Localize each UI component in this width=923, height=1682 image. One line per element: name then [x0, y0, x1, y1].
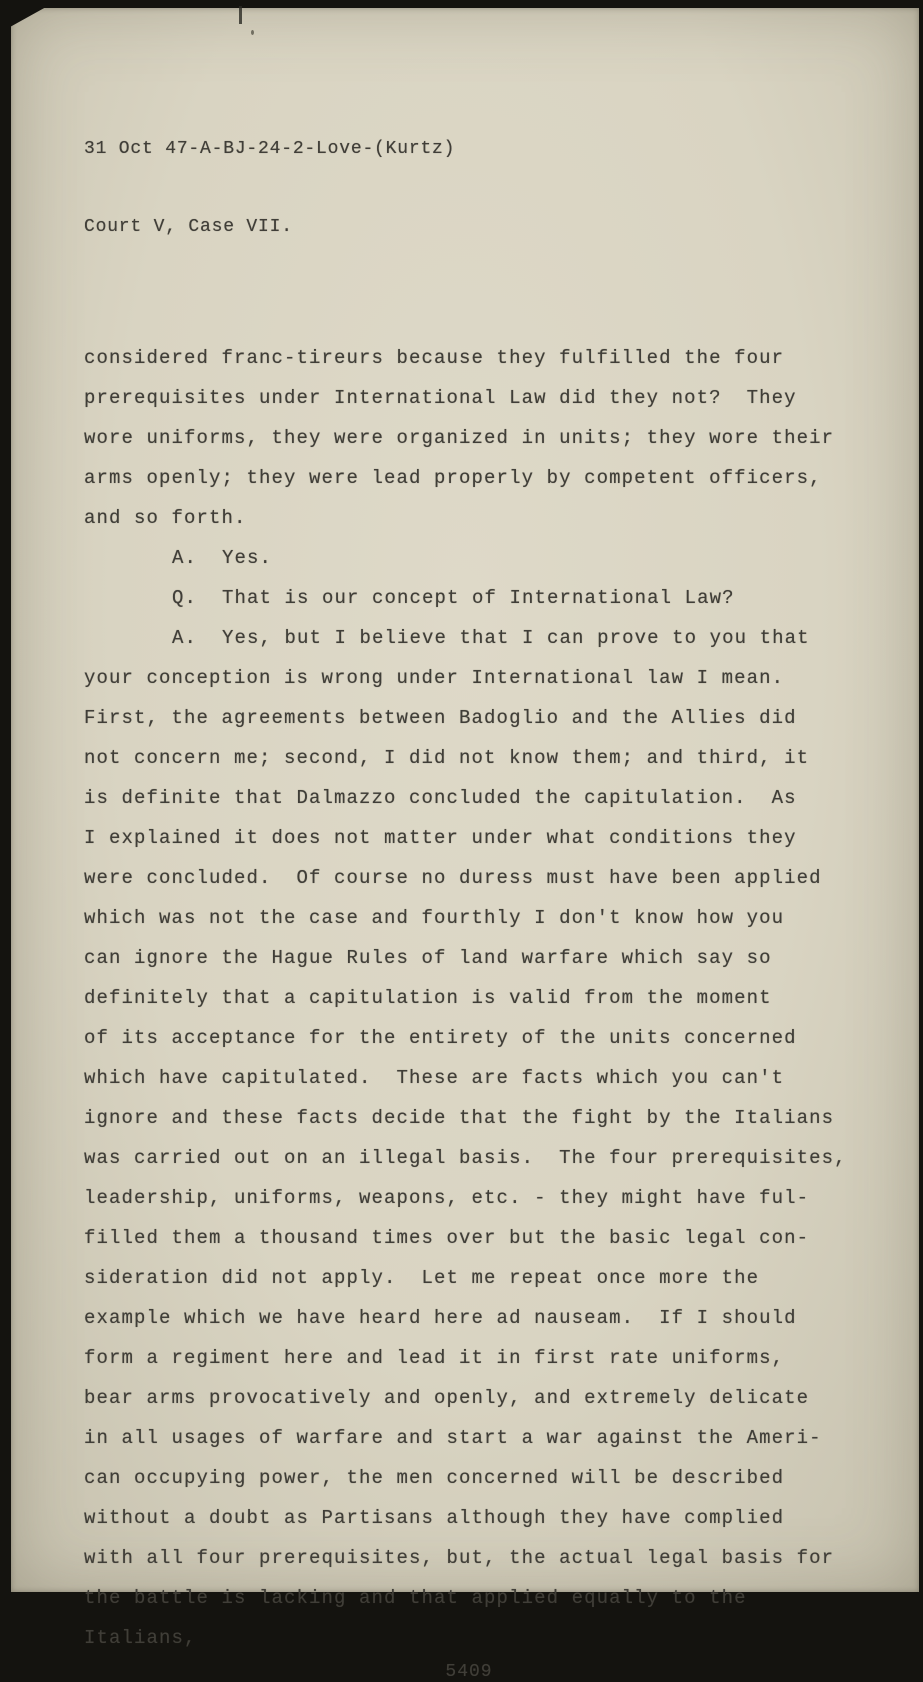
transcript-line: in all usages of warfare and start a war against the Ameri- [84, 1427, 822, 1449]
scan-artifact-speck [251, 30, 254, 35]
transcript-line: Q. That is our concept of International Law? [172, 587, 735, 609]
transcript-line: definitely that a capitulation is valid from the moment [84, 987, 772, 1009]
transcript-line: Italians, [84, 1627, 197, 1649]
transcript-line: prerequisites under International Law did they not? They [84, 387, 797, 409]
transcript-lines [84, 338, 861, 1658]
transcript-line: not concern me; second, I did not know them; and third, it [84, 747, 810, 769]
transcript-line: and so forth. [84, 507, 247, 529]
transcript-line: sideration did not apply. Let me repeat once more the [84, 1267, 760, 1289]
transcript-line: can occupying power, the men concerned will be described [84, 1467, 785, 1489]
transcript-line: example which we have heard here ad nauseam. If I should [84, 1307, 797, 1329]
transcript-line: wore uniforms, they were organized in units; they wore their [84, 427, 835, 449]
transcript-line: A. Yes. [172, 547, 273, 569]
transcript-line: can ignore the Hague Rules of land warfare which say so [84, 947, 772, 969]
document-page [11, 8, 919, 1682]
transcript-line: considered franc-tireurs because they fulfilled the four [84, 347, 785, 369]
transcript-line: ignore and these facts decide that the fight by the Italians [84, 1107, 835, 1129]
header-reference-line: 31 Oct 47-A-BJ-24-2-Love-(Kurtz) [84, 139, 456, 159]
transcript-line: is definite that Dalmazzo concluded the capitulation. As [84, 787, 797, 809]
transcript-line: I explained it does not matter under what conditions they [84, 827, 797, 849]
transcript-line: First, the agreements between Badoglio and the Allies did [84, 707, 797, 729]
transcript-line: without a doubt as Partisans although they have complied [84, 1507, 785, 1529]
transcript-line: with all four prerequisites, but, the actual legal basis for [84, 1547, 835, 1569]
transcript-line: your conception is wrong under International law I mean. [84, 667, 785, 689]
transcript-line: A. Yes, but I believe that I can prove to you that [172, 627, 810, 649]
scan-artifact-tick [239, 6, 242, 24]
transcript-line: which was not the case and fourthly I don't know how you [84, 907, 785, 929]
header-court-case-line: Court V, Case VII. [84, 217, 293, 237]
transcript-line: leadership, uniforms, weapons, etc. - they might have ful- [84, 1187, 810, 1209]
transcript-line: was carried out on an illegal basis. The four prerequisites, [84, 1147, 847, 1169]
transcript-line: the battle is lacking and that applied equally to the [84, 1587, 747, 1609]
transcript-line: of its acceptance for the entirety of the units concerned [84, 1027, 797, 1049]
page-number: 5409 [445, 1662, 493, 1682]
document-header [84, 84, 861, 292]
transcript-line: form a regiment here and lead it in first rate uniforms, [84, 1347, 785, 1369]
transcript-line: arms openly; they were lead properly by competent officers, [84, 467, 822, 489]
transcript-line: filled them a thousand times over but the basic legal con- [84, 1227, 810, 1249]
transcript-line: which have capitulated. These are facts which you can't [84, 1067, 785, 1089]
transcript-line: were concluded. Of course no duress must have been applied [84, 867, 822, 889]
transcript-line: bear arms provocatively and openly, and extremely delicate [84, 1387, 810, 1409]
